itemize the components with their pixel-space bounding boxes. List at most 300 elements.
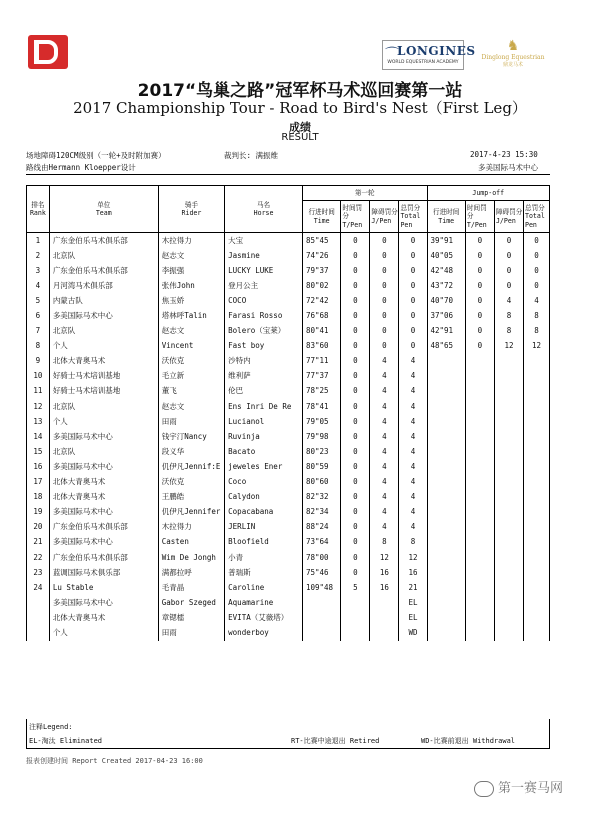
table-row xyxy=(27,278,550,293)
jo-jump-pen-cell xyxy=(494,475,523,490)
r1-time-header: 行进时间 Time xyxy=(302,201,340,233)
rank-cell: 15 xyxy=(27,444,50,459)
r1-time-cell: 75"46 xyxy=(302,565,340,580)
r1-time-pen-cell: 0 xyxy=(341,459,370,474)
rider-cell: 赵志文 xyxy=(158,324,224,339)
horse-cell: Ens Inri De Re xyxy=(225,399,303,414)
jo-time-pen-cell: 0 xyxy=(465,233,494,249)
report-created: 报表创建时间 Report Created 2017-04-23 16:00 xyxy=(26,757,203,765)
longines-sub: WORLD EQUESTRIAN ACADEMY xyxy=(387,60,459,65)
watermark-text: 第一赛马网 xyxy=(498,781,564,796)
team-cell: 广东金伯乐马术俱乐部 xyxy=(49,520,158,535)
horse-cell: COCO xyxy=(225,293,303,308)
r1-time-cell: 80"59 xyxy=(302,459,340,474)
rider-cell: 董飞 xyxy=(158,384,224,399)
jo-time-pen-cell xyxy=(465,490,494,505)
jo-time-pen-cell xyxy=(465,399,494,414)
r1-total-pen-cell: 0 xyxy=(399,293,427,308)
r1-jump-pen-cell: 0 xyxy=(370,339,399,354)
table-row xyxy=(27,625,550,640)
rank-cell: 18 xyxy=(27,490,50,505)
team-cell: 个人 xyxy=(49,339,158,354)
table-row xyxy=(27,550,550,565)
jo-jpen-header: 障碍罚分 J/Pen xyxy=(494,201,523,233)
jo-jump-pen-cell xyxy=(494,505,523,520)
jo-time-pen-cell: 0 xyxy=(465,324,494,339)
jo-total-pen-cell xyxy=(523,610,549,625)
horse-cell: 沙特内 xyxy=(225,354,303,369)
r1-time-pen-cell: 0 xyxy=(341,505,370,520)
jo-total-pen-cell xyxy=(523,625,549,640)
event-class: 场地障碍120CM级别（一轮+及时附加赛） xyxy=(26,151,166,160)
table-row xyxy=(27,505,550,520)
title-en: 2017 Championship Tour - Road to Bird's Nest（First Leg） xyxy=(73,99,527,117)
jo-jump-pen-cell: 12 xyxy=(494,339,523,354)
jo-jump-pen-cell xyxy=(494,625,523,640)
horse-cell: Bolero（宝莱） xyxy=(225,324,303,339)
rider-cell: 段义华 xyxy=(158,444,224,459)
r1-jump-pen-cell: 4 xyxy=(370,459,399,474)
jo-jump-pen-cell xyxy=(494,429,523,444)
jo-time-pen-cell xyxy=(465,535,494,550)
team-cell: 北京队 xyxy=(49,248,158,263)
jo-total-pen-cell xyxy=(523,444,549,459)
r1-time-pen-cell: 0 xyxy=(341,248,370,263)
rank-cell: 2 xyxy=(27,248,50,263)
jo-total-pen-cell xyxy=(523,475,549,490)
jo-total-pen-cell xyxy=(523,399,549,414)
partner-name-en: Dinglong Equestrian xyxy=(481,54,545,61)
results-table xyxy=(26,185,550,641)
rank-cell xyxy=(27,610,50,625)
r1-time-pen-cell: 0 xyxy=(341,565,370,580)
horse-cell: LUCKY LUKE xyxy=(225,263,303,278)
jo-total-pen-cell: 4 xyxy=(523,293,549,308)
r1-jump-pen-cell: 0 xyxy=(370,233,399,249)
rider-cell: 满都拉呼 xyxy=(158,565,224,580)
jo-jump-pen-cell xyxy=(494,399,523,414)
jo-jump-pen-cell xyxy=(494,550,523,565)
team-cell: 个人 xyxy=(49,414,158,429)
legend xyxy=(26,719,550,749)
r1-time-cell: 80"23 xyxy=(302,444,340,459)
horse-cell: EVITA（艾薇塔） xyxy=(225,610,303,625)
r1-time-pen-cell: 0 xyxy=(341,414,370,429)
rider-cell: 仉伊凡Jennifer xyxy=(158,505,224,520)
r1-time-cell: 77"11 xyxy=(302,354,340,369)
r1-time-cell: 78"00 xyxy=(302,550,340,565)
jo-total-pen-cell xyxy=(523,535,549,550)
jumpoff-header: Jump-off xyxy=(427,186,550,201)
r1-total-pen-cell: 12 xyxy=(399,550,427,565)
jo-jump-pen-cell: 8 xyxy=(494,324,523,339)
rider-cell: 塔林呼Talin xyxy=(158,308,224,323)
legend-eliminated: EL-淘汰 Eliminated xyxy=(29,737,103,745)
jo-jump-pen-cell xyxy=(494,610,523,625)
r1-time-pen-cell: 5 xyxy=(341,580,370,595)
jo-time-cell xyxy=(427,429,465,444)
jo-time-pen-cell xyxy=(465,595,494,610)
r1-time-pen-cell xyxy=(341,625,370,640)
r1-jpen-header: 障碍罚分 J/Pen xyxy=(370,201,399,233)
horse-cell: Fast boy xyxy=(225,339,303,354)
r1-total-pen-cell: 8 xyxy=(399,535,427,550)
jo-time-cell xyxy=(427,625,465,640)
rider-cell: 章锶檑 xyxy=(158,610,224,625)
jo-time-pen-cell xyxy=(465,565,494,580)
jo-time-cell xyxy=(427,535,465,550)
horse-cell: 普瑞斯 xyxy=(225,565,303,580)
r1-time-cell: 74"26 xyxy=(302,248,340,263)
r1-time-cell: 85"45 xyxy=(302,233,340,249)
r1-jump-pen-cell: 0 xyxy=(370,293,399,308)
jo-time-pen-cell xyxy=(465,520,494,535)
rank-cell: 20 xyxy=(27,520,50,535)
jo-time-cell xyxy=(427,490,465,505)
r1-time-cell: 78"41 xyxy=(302,399,340,414)
jo-total-header: 总罚分 Total Pen xyxy=(523,201,549,233)
round1-header: 第一轮 xyxy=(302,186,427,201)
jo-jump-pen-cell xyxy=(494,459,523,474)
rank-cell xyxy=(27,625,50,640)
r1-total-pen-cell: 4 xyxy=(399,429,427,444)
horse-cell: 伦巴 xyxy=(225,384,303,399)
team-cell: 个人 xyxy=(49,625,158,640)
jo-time-cell: 43"72 xyxy=(427,278,465,293)
table-row xyxy=(27,610,550,625)
r1-jump-pen-cell: 0 xyxy=(370,278,399,293)
rank-cell: 13 xyxy=(27,414,50,429)
team-cell: 北体大青奥马术 xyxy=(49,490,158,505)
r1-time-cell: 78"25 xyxy=(302,384,340,399)
table-row xyxy=(27,233,550,249)
legend-retired: RT-比赛中途退出 Retired xyxy=(291,737,380,745)
table-row xyxy=(27,248,550,263)
table-row xyxy=(27,263,550,278)
table-row xyxy=(27,399,550,414)
rider-cell: Wim De Jongh xyxy=(158,550,224,565)
r1-total-pen-cell: 0 xyxy=(399,308,427,323)
jo-time-pen-cell: 0 xyxy=(465,308,494,323)
r1-time-cell xyxy=(302,595,340,610)
r1-time-cell: 79"98 xyxy=(302,429,340,444)
result-cn: 成绩 xyxy=(289,121,311,134)
r1-total-pen-cell: 4 xyxy=(399,369,427,384)
rider-cell: 赵志文 xyxy=(158,248,224,263)
watermark xyxy=(474,777,563,797)
jo-time-cell xyxy=(427,565,465,580)
jo-time-cell xyxy=(427,354,465,369)
horse-cell: wonderboy xyxy=(225,625,303,640)
table-row xyxy=(27,535,550,550)
team-cell: Lu Stable xyxy=(49,580,158,595)
team-cell: 好骑士马术培训基地 xyxy=(49,384,158,399)
rank-cell: 12 xyxy=(27,399,50,414)
r1-time-pen-cell: 0 xyxy=(341,444,370,459)
horse-cell: Farasi Rosso xyxy=(225,308,303,323)
rank-cell: 9 xyxy=(27,354,50,369)
r1-time-pen-cell: 0 xyxy=(341,308,370,323)
jo-tpen-header: 时间罚 分 T/Pen xyxy=(465,201,494,233)
jo-total-pen-cell: 8 xyxy=(523,308,549,323)
jo-jump-pen-cell xyxy=(494,369,523,384)
r1-time-pen-cell: 0 xyxy=(341,535,370,550)
table-row xyxy=(27,339,550,354)
r1-time-pen-cell: 0 xyxy=(341,399,370,414)
jo-time-pen-cell: 0 xyxy=(465,339,494,354)
jo-jump-pen-cell xyxy=(494,354,523,369)
jo-time-cell xyxy=(427,550,465,565)
jo-time-pen-cell: 0 xyxy=(465,263,494,278)
team-cell: 广东金伯乐马术俱乐部 xyxy=(49,263,158,278)
jo-time-cell: 42"48 xyxy=(427,263,465,278)
r1-jump-pen-cell: 4 xyxy=(370,384,399,399)
team-header: 单位 Team xyxy=(49,186,158,233)
rank-cell: 5 xyxy=(27,293,50,308)
table-row xyxy=(27,308,550,323)
title-cn: 2017“鸟巢之路”冠军杯马术巡回赛第一站 xyxy=(137,81,463,101)
jo-jump-pen-cell xyxy=(494,580,523,595)
rank-cell: 4 xyxy=(27,278,50,293)
rank-cell: 17 xyxy=(27,475,50,490)
rank-cell: 22 xyxy=(27,550,50,565)
r1-time-pen-cell: 0 xyxy=(341,233,370,249)
r1-time-cell: 82"32 xyxy=(302,490,340,505)
jo-time-cell: 40"70 xyxy=(427,293,465,308)
r1-total-pen-cell: EL xyxy=(399,595,427,610)
horse-cell: JERLIN xyxy=(225,520,303,535)
jo-time-pen-cell xyxy=(465,625,494,640)
r1-time-pen-cell: 0 xyxy=(341,339,370,354)
r1-total-pen-cell: 4 xyxy=(399,475,427,490)
jo-jump-pen-cell: 0 xyxy=(494,248,523,263)
course-designer: 路线由Hermann Kloepper设计 xyxy=(26,163,136,172)
organizer-logo xyxy=(28,35,68,69)
jo-time-cell xyxy=(427,505,465,520)
r1-time-cell: 80"02 xyxy=(302,278,340,293)
rider-cell: Gabor Szeged xyxy=(158,595,224,610)
r1-time-pen-cell: 0 xyxy=(341,369,370,384)
rider-cell: 王鹏皓 xyxy=(158,490,224,505)
r1-time-cell xyxy=(302,610,340,625)
rank-cell: 10 xyxy=(27,369,50,384)
jo-time-cell xyxy=(427,610,465,625)
rank-cell: 6 xyxy=(27,308,50,323)
team-cell: 广东金伯乐马术俱乐部 xyxy=(49,233,158,249)
jo-total-pen-cell xyxy=(523,369,549,384)
venue: 多美国际马术中心 xyxy=(478,163,538,172)
longines-logo xyxy=(382,40,476,70)
jo-time-cell xyxy=(427,399,465,414)
horse-cell: Calydon xyxy=(225,490,303,505)
r1-tpen-header: 时间罚 分 T/Pen xyxy=(341,201,370,233)
r1-jump-pen-cell: 4 xyxy=(370,505,399,520)
r1-time-pen-cell xyxy=(341,595,370,610)
jo-time-pen-cell xyxy=(465,444,494,459)
jo-total-pen-cell: 0 xyxy=(523,233,549,249)
table-row xyxy=(27,369,550,384)
jo-jump-pen-cell: 8 xyxy=(494,308,523,323)
jo-total-pen-cell xyxy=(523,459,549,474)
rider-cell: 仉伊凡Jennif:E xyxy=(158,459,224,474)
jo-time-cell xyxy=(427,369,465,384)
rider-cell: 毛立新 xyxy=(158,369,224,384)
r1-total-pen-cell: 4 xyxy=(399,354,427,369)
rank-cell: 8 xyxy=(27,339,50,354)
r1-total-pen-cell: 0 xyxy=(399,233,427,249)
r1-total-pen-cell: 21 xyxy=(399,580,427,595)
jo-time-cell xyxy=(427,475,465,490)
jo-time-pen-cell: 0 xyxy=(465,278,494,293)
rank-cell: 23 xyxy=(27,565,50,580)
jo-time-cell xyxy=(427,520,465,535)
jo-time-cell: 37"06 xyxy=(427,308,465,323)
r1-jump-pen-cell: 16 xyxy=(370,565,399,580)
team-cell: 蓝调国际马术俱乐部 xyxy=(49,565,158,580)
rank-header: 排名 Rank xyxy=(27,186,50,233)
rider-cell: 毛青晶 xyxy=(158,580,224,595)
jo-jump-pen-cell xyxy=(494,444,523,459)
r1-time-pen-cell: 0 xyxy=(341,520,370,535)
divider xyxy=(26,174,550,175)
rider-cell: 木拉得力 xyxy=(158,520,224,535)
rank-cell xyxy=(27,595,50,610)
jo-total-pen-cell: 0 xyxy=(523,248,549,263)
r1-total-pen-cell: EL xyxy=(399,610,427,625)
r1-time-cell: 76"68 xyxy=(302,308,340,323)
jo-total-pen-cell xyxy=(523,505,549,520)
r1-total-header: 总罚分 Total Pen xyxy=(399,201,427,233)
r1-jump-pen-cell xyxy=(370,610,399,625)
horse-cell: Aquamarine xyxy=(225,595,303,610)
table-row xyxy=(27,490,550,505)
jo-time-pen-cell xyxy=(465,414,494,429)
r1-jump-pen-cell xyxy=(370,595,399,610)
chief-judge: 裁判长: 满振维 xyxy=(224,151,279,160)
jo-time-pen-cell xyxy=(465,580,494,595)
team-cell: 多美国际马术中心 xyxy=(49,535,158,550)
rider-cell: Vincent xyxy=(158,339,224,354)
jo-total-pen-cell: 0 xyxy=(523,278,549,293)
jo-time-header: 行进时间 Time xyxy=(427,201,465,233)
r1-jump-pen-cell: 4 xyxy=(370,354,399,369)
jo-total-pen-cell xyxy=(523,354,549,369)
table-row xyxy=(27,384,550,399)
r1-jump-pen-cell: 4 xyxy=(370,490,399,505)
rank-cell: 24 xyxy=(27,580,50,595)
jo-total-pen-cell: 12 xyxy=(523,339,549,354)
jo-time-pen-cell xyxy=(465,459,494,474)
r1-time-pen-cell: 0 xyxy=(341,354,370,369)
jo-time-pen-cell xyxy=(465,475,494,490)
rider-cell: 沃依克 xyxy=(158,354,224,369)
jo-time-pen-cell xyxy=(465,384,494,399)
jo-time-pen-cell: 0 xyxy=(465,293,494,308)
r1-time-cell: 80"60 xyxy=(302,475,340,490)
jo-time-pen-cell: 0 xyxy=(465,248,494,263)
table-row xyxy=(27,520,550,535)
r1-total-pen-cell: 16 xyxy=(399,565,427,580)
horse-cell: Lucianol xyxy=(225,414,303,429)
table-row xyxy=(27,595,550,610)
table-row xyxy=(27,459,550,474)
dinglong-logo xyxy=(478,38,548,72)
r1-time-cell: 88"24 xyxy=(302,520,340,535)
table-row xyxy=(27,444,550,459)
horse-cell: jeweles Ener xyxy=(225,459,303,474)
team-cell: 北京队 xyxy=(49,324,158,339)
r1-jump-pen-cell: 0 xyxy=(370,263,399,278)
horse-cell: 维利萨 xyxy=(225,369,303,384)
r1-total-pen-cell: 4 xyxy=(399,459,427,474)
r1-jump-pen-cell: 4 xyxy=(370,475,399,490)
jo-total-pen-cell xyxy=(523,595,549,610)
r1-time-cell: 83"60 xyxy=(302,339,340,354)
rider-cell: 木拉得力 xyxy=(158,233,224,249)
rank-cell: 19 xyxy=(27,505,50,520)
r1-total-pen-cell: 0 xyxy=(399,339,427,354)
r1-time-cell: 73"64 xyxy=(302,535,340,550)
r1-jump-pen-cell xyxy=(370,625,399,640)
jo-total-pen-cell xyxy=(523,565,549,580)
r1-time-cell: 109"48 xyxy=(302,580,340,595)
team-cell: 北体大青奥马术 xyxy=(49,610,158,625)
rider-cell: 赵志文 xyxy=(158,399,224,414)
rider-cell: Casten xyxy=(158,535,224,550)
result-en: RESULT xyxy=(281,132,319,143)
r1-jump-pen-cell: 0 xyxy=(370,308,399,323)
rank-cell: 1 xyxy=(27,233,50,249)
jo-time-cell xyxy=(427,595,465,610)
horse-cell: Copacabana xyxy=(225,505,303,520)
horse-cell: Bloofield xyxy=(225,535,303,550)
jo-jump-pen-cell: 0 xyxy=(494,278,523,293)
table-row xyxy=(27,324,550,339)
longines-wing-icon: ⌒ xyxy=(385,47,399,63)
jo-total-pen-cell xyxy=(523,580,549,595)
jo-time-pen-cell xyxy=(465,610,494,625)
r1-jump-pen-cell: 4 xyxy=(370,429,399,444)
r1-jump-pen-cell: 0 xyxy=(370,248,399,263)
wechat-icon xyxy=(474,781,494,797)
jo-jump-pen-cell xyxy=(494,384,523,399)
jo-jump-pen-cell: 0 xyxy=(494,263,523,278)
jo-time-pen-cell xyxy=(465,354,494,369)
horse-cell: Bacato xyxy=(225,444,303,459)
rider-cell: 李振强 xyxy=(158,263,224,278)
r1-time-cell: 77"37 xyxy=(302,369,340,384)
r1-jump-pen-cell: 4 xyxy=(370,414,399,429)
rider-cell: 沃依克 xyxy=(158,475,224,490)
partner-name-cn: 鼎龙马术 xyxy=(502,62,523,68)
r1-jump-pen-cell: 8 xyxy=(370,535,399,550)
table-row xyxy=(27,429,550,444)
r1-total-pen-cell: 4 xyxy=(399,399,427,414)
team-cell: 北体大青奥马术 xyxy=(49,354,158,369)
jo-jump-pen-cell xyxy=(494,565,523,580)
team-cell: 月河湾马术俱乐部 xyxy=(49,278,158,293)
table-row xyxy=(27,475,550,490)
horse-cell: Coco xyxy=(225,475,303,490)
rank-cell: 14 xyxy=(27,429,50,444)
table-row xyxy=(27,354,550,369)
r1-time-pen-cell: 0 xyxy=(341,384,370,399)
horse-header: 马名 Horse xyxy=(225,186,303,233)
jo-total-pen-cell xyxy=(523,490,549,505)
team-cell: 内蒙古队 xyxy=(49,293,158,308)
horse-cell: Jasmine xyxy=(225,248,303,263)
rank-cell: 21 xyxy=(27,535,50,550)
